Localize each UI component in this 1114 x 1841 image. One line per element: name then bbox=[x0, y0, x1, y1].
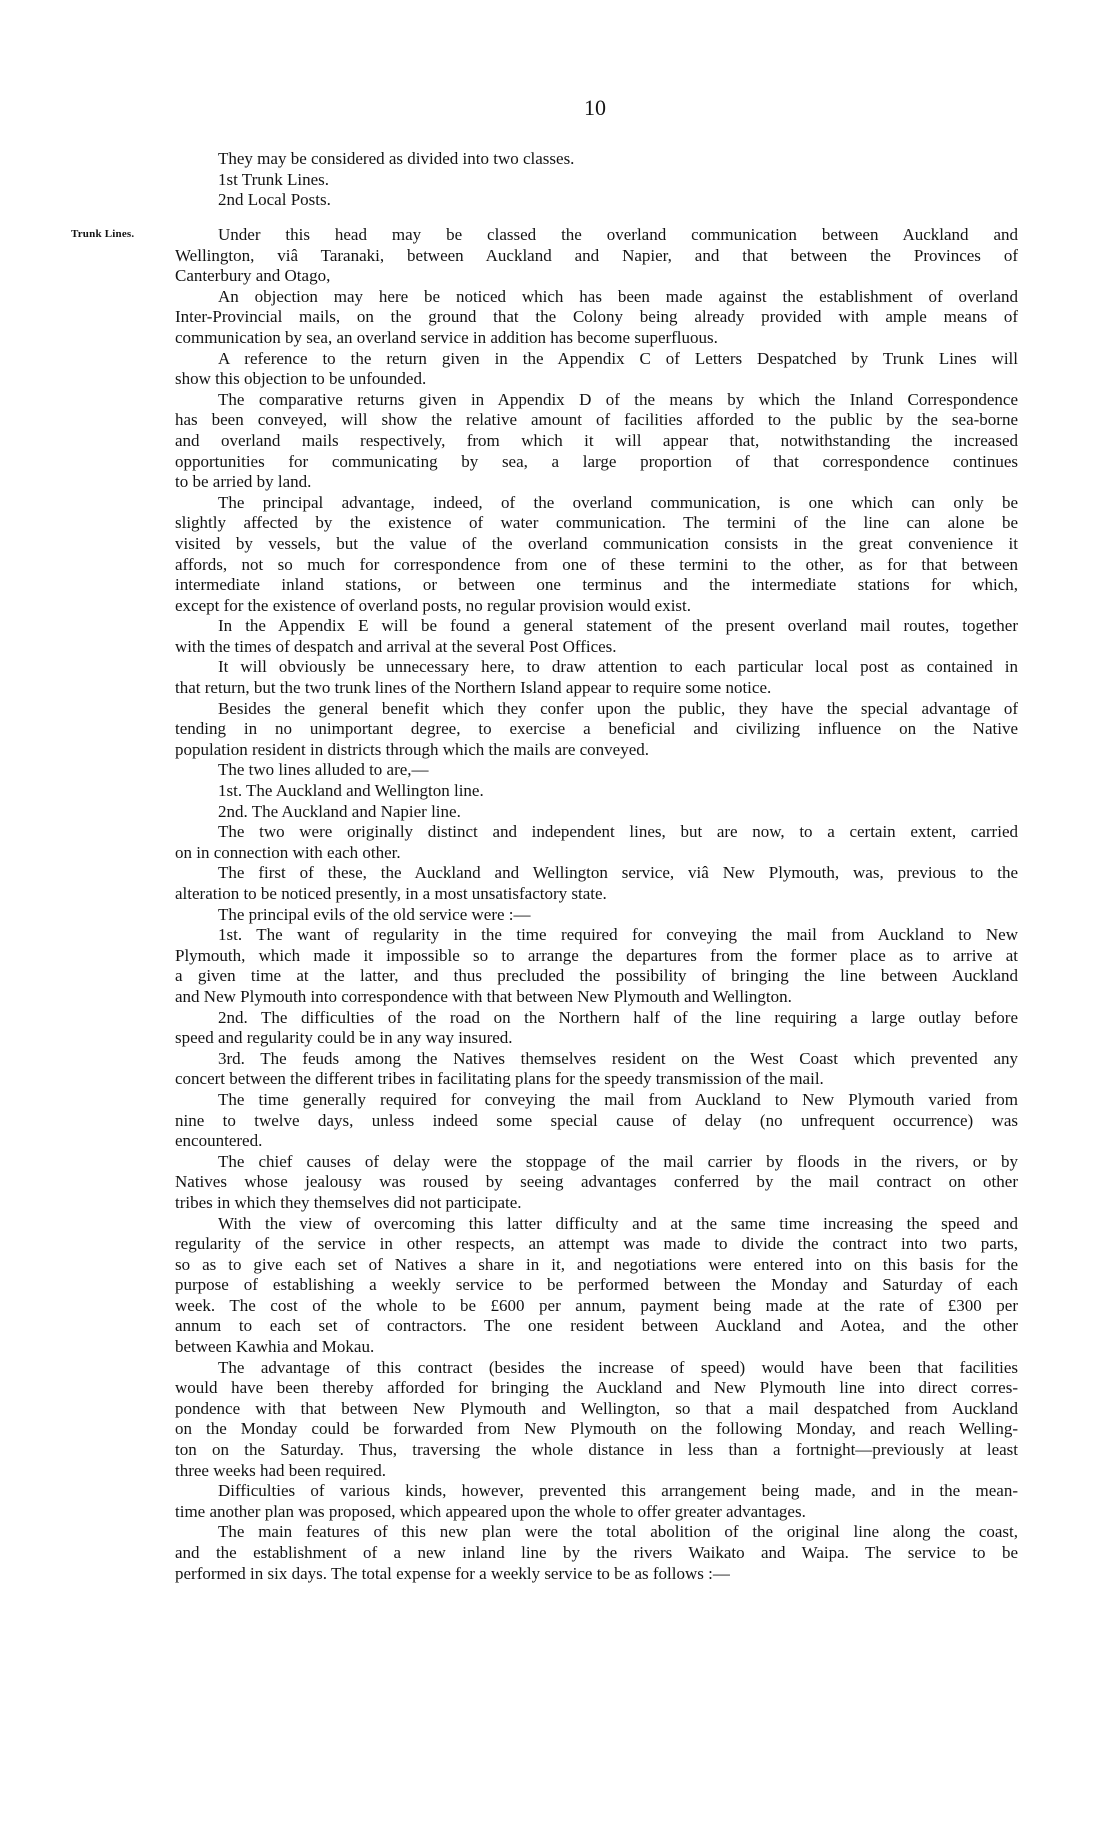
paragraph-line: The two were originally distinct and independent lines, but are now, to a certain extent, carried bbox=[218, 822, 1018, 842]
paragraph bbox=[175, 863, 1018, 904]
paragraph-line: Difficulties of various kinds, however, prevented this arrangement being made, and in the mean- bbox=[218, 1481, 1018, 1501]
paragraph-line: A reference to the return given in the Appendix C of Letters Despatched by Trunk Lines will bbox=[218, 348, 1018, 368]
paragraph-line: to be arried by land. bbox=[175, 472, 312, 492]
intro-line: 1st Trunk Lines. bbox=[218, 169, 329, 189]
paragraph bbox=[175, 1152, 1018, 1214]
intro-classes bbox=[218, 149, 574, 211]
paragraph-line: The principal advantage, indeed, of the overland communication, is one which can only be bbox=[218, 492, 1018, 512]
paragraph-line: and New Plymouth into correspondence with that between New Plymouth and Wellington. bbox=[175, 986, 792, 1006]
paragraph-line: ton on the Saturday. Thus, traversing the whole distance in less than a fortnight—previously at least bbox=[175, 1440, 1018, 1460]
intro-line: 2nd Local Posts. bbox=[218, 190, 331, 210]
paragraph-line: Under this head may be classed the overland communication between Auckland and bbox=[218, 225, 1018, 244]
paragraph-line: The first of these, the Auckland and Wellington service, viâ New Plymouth, was, previous to the bbox=[218, 863, 1018, 883]
paragraph bbox=[175, 1090, 1018, 1152]
paragraph-line: performed in six days. The total expense for a weekly service to be as follows :— bbox=[175, 1563, 730, 1583]
paragraph-line: concert between the different tribes in facilitating plans for the speedy transmission of the mail. bbox=[175, 1069, 824, 1089]
paragraph-line: annum to each set of contractors. The one resident between Auckland and Aotea, and the other bbox=[175, 1316, 1018, 1336]
paragraph bbox=[175, 822, 1018, 863]
paragraph bbox=[175, 760, 1018, 781]
paragraph-line: tending in no unimportant degree, to exercise a beneficial and civilizing influence on the Native bbox=[175, 719, 1018, 739]
paragraph-line: show this objection to be unfounded. bbox=[175, 369, 427, 389]
paragraph-line: so as to give each set of Natives a share in it, and negotiations were entered into on this basis for the bbox=[175, 1254, 1018, 1274]
paragraph-line: tribes in which they themselves did not participate. bbox=[175, 1192, 522, 1212]
paragraph-line: that return, but the two trunk lines of the Northern Island appear to require some notice. bbox=[175, 678, 772, 698]
paragraph-line: intermediate inland stations, or between one terminus and the intermediate stations for which, bbox=[175, 575, 1018, 595]
paragraph-line: population resident in districts through which the mails are conveyed. bbox=[175, 739, 649, 759]
paragraph-line: except for the existence of overland posts, no regular provision would exist. bbox=[175, 595, 692, 615]
paragraph bbox=[175, 349, 1018, 390]
paragraph bbox=[175, 699, 1018, 761]
paragraph-line: With the view of overcoming this latter difficulty and at the same time increasing the speed and bbox=[218, 1213, 1018, 1233]
paragraph-line: An objection may here be noticed which has been made against the establishment of overland bbox=[218, 286, 1018, 306]
paragraph-line: The advantage of this contract (besides the increase of speed) would have been that facilities bbox=[218, 1357, 1018, 1377]
paragraph-line: The main features of this new plan were the total abolition of the original line along the coast, bbox=[218, 1522, 1018, 1542]
paragraph bbox=[175, 225, 1018, 287]
paragraph-line: time another plan was proposed, which appeared upon the whole to offer greater advantages. bbox=[175, 1501, 806, 1521]
paragraph-line: would have been thereby afforded for bringing the Auckland and New Plymouth line into direct corres- bbox=[175, 1378, 1018, 1398]
paragraph-line: It will obviously be unnecessary here, to draw attention to each particular local post as contained in bbox=[218, 657, 1018, 677]
paragraph-line: speed and regularity could be in any way insured. bbox=[175, 1028, 513, 1048]
paragraph bbox=[175, 802, 1018, 823]
paragraph-line: opportunities for communicating by sea, a large proportion of that correspondence continues bbox=[175, 451, 1018, 471]
paragraph bbox=[175, 657, 1018, 698]
paragraph-line: 1st. The want of regularity in the time required for conveying the mail from Auckland to New bbox=[218, 925, 1018, 945]
paragraph-line: and the establishment of a new inland line by the rivers Waikato and Waipa. The service to be bbox=[175, 1543, 1018, 1562]
paragraph-line: communication by sea, an overland service in addition has become superfluous. bbox=[175, 327, 718, 347]
body-text bbox=[175, 225, 1018, 1584]
paragraph-line: The principal evils of the old service were :— bbox=[218, 904, 531, 924]
paragraph bbox=[175, 1522, 1018, 1584]
paragraph-line: slightly affected by the existence of water communication. The termini of the line can alone be bbox=[175, 513, 1018, 533]
paragraph-line: three weeks had been required. bbox=[175, 1460, 386, 1480]
paragraph-line: on the Monday could be forwarded from New Plymouth on the following Monday, and reach Welling- bbox=[175, 1419, 1018, 1439]
paragraph-line: regularity of the service in other respects, an attempt was made to divide the contract into two parts, bbox=[175, 1234, 1018, 1254]
paragraph-line: The chief causes of delay were the stoppage of the mail carrier by floods in the rivers, or by bbox=[218, 1151, 1018, 1171]
paragraph-line: 2nd. The difficulties of the road on the Northern half of the line requiring a large outlay before bbox=[218, 1007, 1018, 1027]
paragraph-line: The two lines alluded to are,— bbox=[218, 760, 429, 780]
intro-line: They may be considered as divided into two classes. bbox=[218, 149, 575, 168]
paragraph-line: Inter-Provincial mails, on the ground that the Colony being already provided with ample means of bbox=[175, 307, 1018, 327]
paragraph bbox=[175, 1481, 1018, 1522]
paragraph-line: Wellington, viâ Taranaki, between Auckland and Napier, and that between the Provinces of bbox=[175, 245, 1018, 265]
paragraph-line: between Kawhia and Mokau. bbox=[175, 1337, 375, 1357]
paragraph-line: The time generally required for conveying the mail from Auckland to New Plymouth varied from bbox=[218, 1089, 1018, 1109]
paragraph bbox=[175, 287, 1018, 349]
paragraph bbox=[175, 925, 1018, 1007]
paragraph bbox=[175, 1049, 1018, 1090]
paragraph-line: 3rd. The feuds among the Natives themselves resident on the West Coast which prevented any bbox=[218, 1048, 1018, 1068]
paragraph-line: and overland mails respectively, from which it will appear that, notwithstanding the increased bbox=[175, 430, 1018, 450]
paragraph-line: Canterbury and Otago, bbox=[175, 266, 331, 286]
paragraph-line: Natives whose jealousy was roused by seeing advantages conferred by the mail contract on other bbox=[175, 1172, 1018, 1192]
paragraph bbox=[175, 493, 1018, 617]
paragraph-line: alteration to be noticed presently, in a most unsatisfactory state. bbox=[175, 884, 607, 903]
margin-note-trunk-lines: Trunk Lines. bbox=[71, 228, 135, 240]
paragraph-line: purpose of establishing a weekly service to be performed between the Monday and Saturday of each bbox=[175, 1275, 1018, 1295]
paragraph-line: visited by vessels, but the value of the overland communication consists in the great convenience it bbox=[175, 533, 1018, 553]
paragraph-line: Plymouth, which made it impossible so to arrange the departures from the former place as to arrive at bbox=[175, 945, 1018, 965]
paragraph-line: affords, not so much for correspondence from one of these termini to the other, as for that between bbox=[175, 554, 1018, 574]
paragraph-line: 2nd. The Auckland and Napier line. bbox=[218, 801, 461, 821]
paragraph-line: encountered. bbox=[175, 1131, 263, 1151]
paragraph-line: The comparative returns given in Appendix D of the means by which the Inland Correspondence bbox=[218, 389, 1018, 409]
paragraph-line: week. The cost of the whole to be £600 per annum, payment being made at the rate of £300 per bbox=[175, 1295, 1018, 1315]
paragraph-line: has been conveyed, will show the relative amount of facilities afforded to the public by the sea-borne bbox=[175, 410, 1018, 430]
paragraph bbox=[175, 1358, 1018, 1482]
paragraph bbox=[175, 905, 1018, 926]
paragraph-line: 1st. The Auckland and Wellington line. bbox=[218, 781, 484, 801]
paragraph-line: a given time at the latter, and thus precluded the possibility of bringing the line between Auckland bbox=[175, 966, 1018, 986]
paragraph bbox=[175, 616, 1018, 657]
paragraph-line: pondence with that between New Plymouth and Wellington, so that a mail despatched from Auckland bbox=[175, 1398, 1018, 1418]
page-number: 10 bbox=[584, 95, 606, 120]
paragraph bbox=[175, 781, 1018, 802]
paragraph-line: on in connection with each other. bbox=[175, 842, 401, 862]
paragraph-line: Besides the general benefit which they confer upon the public, they have the special advantage of bbox=[218, 698, 1018, 718]
paragraph-line: In the Appendix E will be found a general statement of the present overland mail routes, together bbox=[218, 616, 1018, 636]
paragraph-line: with the times of despatch and arrival at the several Post Offices. bbox=[175, 636, 617, 656]
paragraph-line: nine to twelve days, unless indeed some special cause of delay (no unfrequent occurrence) was bbox=[175, 1110, 1018, 1130]
paragraph bbox=[175, 1214, 1018, 1358]
paragraph bbox=[175, 390, 1018, 493]
paragraph bbox=[175, 1008, 1018, 1049]
